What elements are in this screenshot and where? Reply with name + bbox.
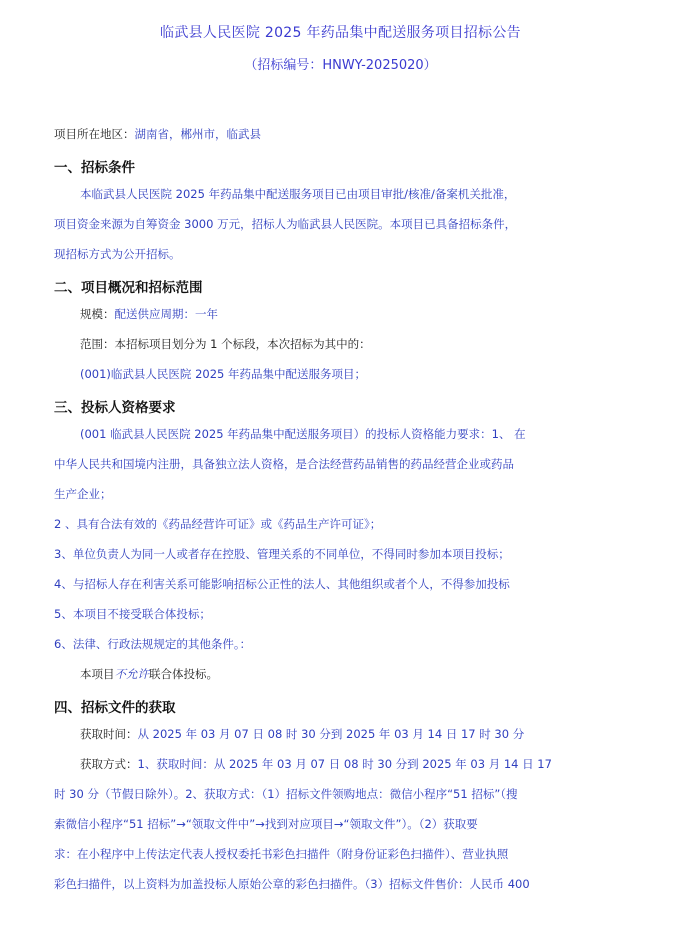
paragraph-line: 时 30 分（节假日除外）。2、获取方式：（1）招标文件领购地点：微信小程序“51 招标”（搜 [54, 787, 518, 801]
qualification-line: (001 临武县人民医院 2025 年药品集中配送服务项目）的投标人资格能力要求：1、 在 [80, 427, 526, 441]
obtain-method-line [80, 756, 552, 772]
section-heading-2: 二、项目概况和招标范围 [54, 280, 203, 296]
qualification-line: 生产企业； [54, 487, 112, 501]
section-heading-4: 四、招标文件的获取 [54, 700, 176, 716]
obtain-time-line [80, 726, 524, 742]
qualification-item-4: 4、与招标人存在利害关系可能影响招标公正性的法人、其他组织或者个人，不得参加投标 [54, 577, 510, 591]
project-location [54, 126, 261, 142]
section-heading-1: 一、招标条件 [54, 160, 135, 176]
obtain-method-value: 1、获取时间：从 2025 年 03 月 07 日 08 时 30 分到 2025 年 03 月 14 日 17 [137, 757, 552, 771]
qualification-item-3: 3、单位负责人为同一人或者存在控股、管理关系的不同单位，不得同时参加本项目投标； [54, 547, 510, 561]
scale-label: 规模： [80, 307, 115, 321]
qualification-item-6: 6、法律、行政法规规定的其他条件。： [54, 637, 252, 651]
joint-bid-post: 联合体投标。 [149, 667, 218, 681]
section-heading-3: 三、投标人资格要求 [54, 400, 176, 416]
paragraph-line: 项目资金来源为自筹资金 3000 万元，招标人为临武县人民医院。本项目已具备招标条件， [54, 217, 517, 231]
paragraph-line: 索微信小程序“51 招标”→“领取文件中”→找到对应项目→“领取文件”）。（2）获取要 [54, 817, 478, 831]
obtain-time-label: 获取时间： [80, 727, 138, 741]
qualification-item-2: 2 、具有合法有效的《药品经营许可证》或《药品生产许可证》； [54, 517, 382, 531]
obtain-time-value: 从 2025 年 03 月 07 日 08 时 30 分到 2025 年 03 月 14 日 17 时 30 分 [137, 727, 525, 741]
paragraph-line: 求：在小程序中上传法定代表人授权委托书彩色扫描件（附身份证彩色扫描件）、营业执照 [54, 847, 509, 861]
page-title: 临武县人民医院 2025 年药品集中配送服务项目招标公告 [160, 25, 521, 41]
paragraph-line: 彩色扫描件，以上资料为加盖投标人原始公章的彩色扫描件。（3）招标文件售价：人民币 400 [54, 877, 530, 891]
paragraph-line: 现招标方式为公开招标。 [54, 247, 181, 261]
scope-line: 范围：本招标项目划分为 1 个标段，本次招标为其中的： [80, 337, 371, 351]
paragraph-line: 本临武县人民医院 2025 年药品集中配送服务项目已由项目审批/核准/备案机关批准， [80, 187, 516, 201]
qualification-line: 中华人民共和国境内注册，具备独立法人资格，是合法经营药品销售的药品经营企业或药品 [54, 457, 514, 471]
joint-bid-status: 不允许 [114, 667, 149, 681]
location-value: 湖南省，郴州市，临武县 [134, 127, 261, 141]
obtain-method-label: 获取方式： [80, 757, 138, 771]
scale-line [80, 306, 218, 322]
joint-bid-pre: 本项目 [80, 667, 115, 681]
lot-line: (001)临武县人民医院 2025 年药品集中配送服务项目； [80, 367, 366, 381]
joint-bid-line [80, 666, 218, 682]
tender-number: （招标编号：HNWY-2025020） [244, 58, 437, 73]
qualification-item-5: 5、本项目不接受联合体投标； [54, 607, 211, 621]
location-label: 项目所在地区： [54, 127, 135, 141]
scale-value: 配送供应周期：一年 [114, 307, 218, 321]
